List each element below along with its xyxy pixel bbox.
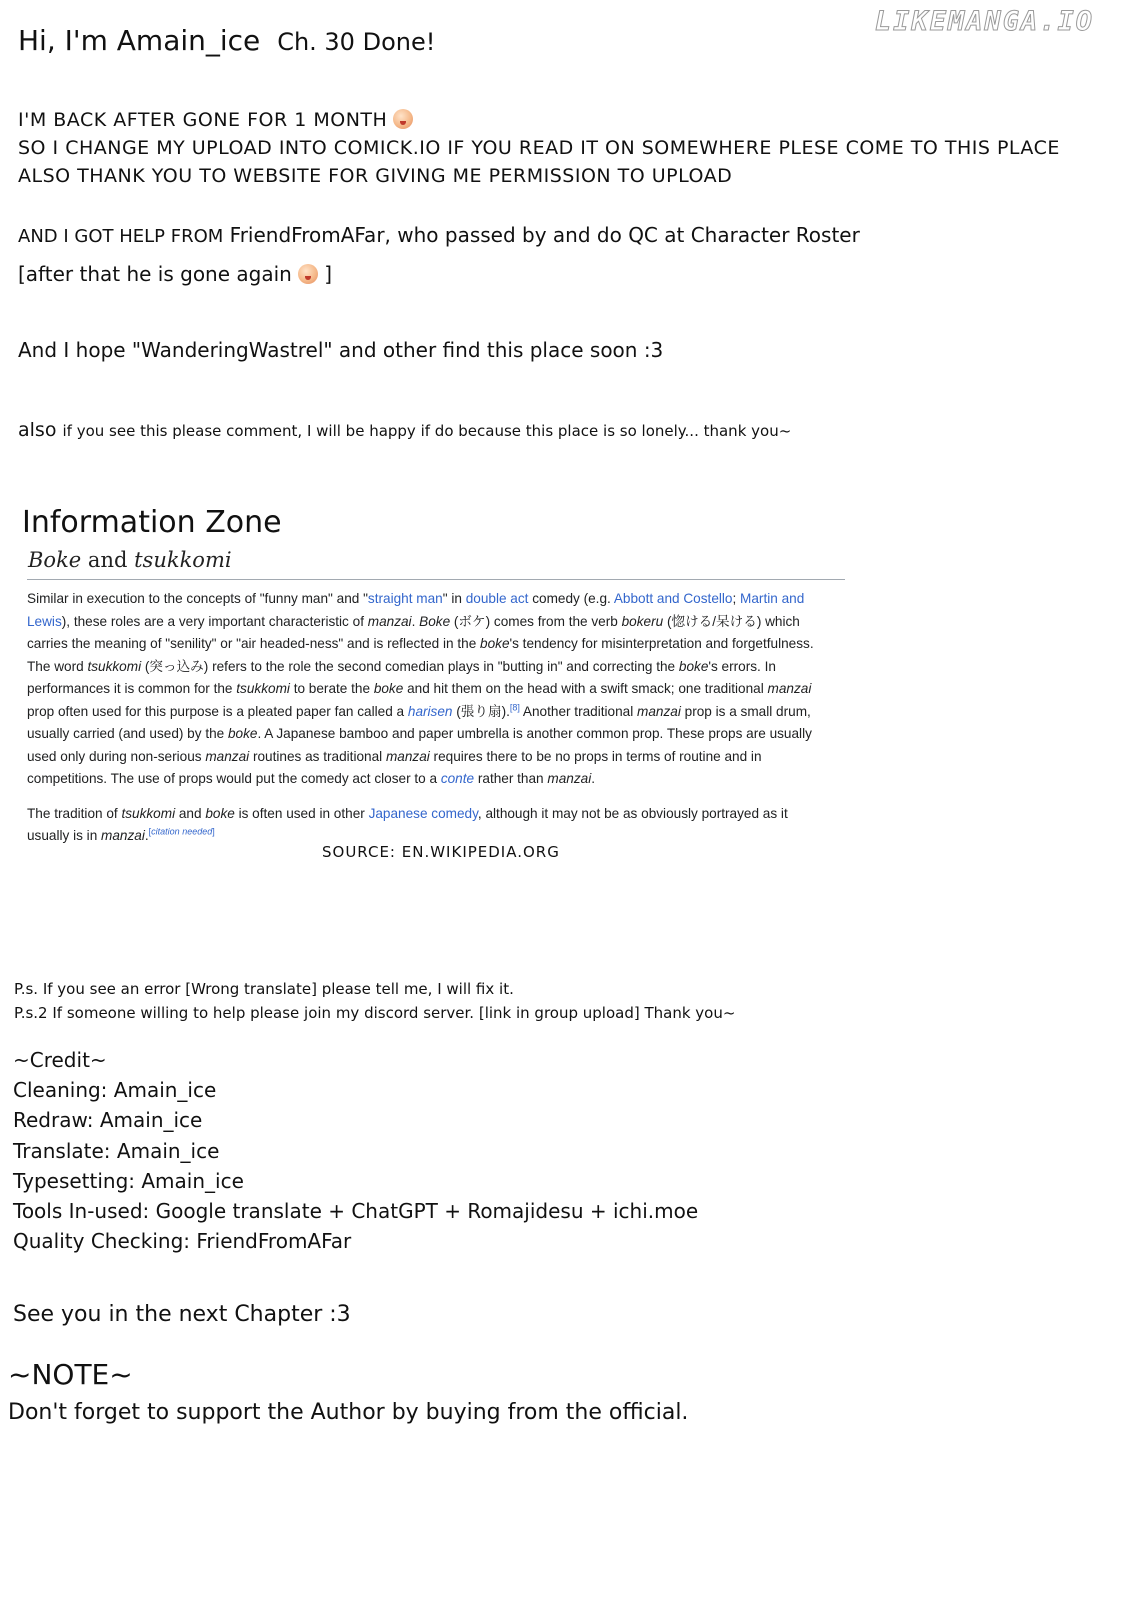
credit-item: Tools In-used: Google translate + ChatGPT + Romajidesu + ichi.moe <box>13 1199 699 1224</box>
credits-title: ~Credit~ <box>13 1048 107 1072</box>
blush-face-icon <box>393 109 413 129</box>
credit-item: Redraw: Amain_ice <box>13 1108 203 1133</box>
wiki-heading-boke: Boke <box>28 548 82 572</box>
ps-line-2: P.s.2 If someone willing to help please join my discord server. [link in group upload] Thank you~ <box>14 1004 736 1022</box>
help-line <box>18 223 860 247</box>
chapter-status: Ch. 30 Done! <box>277 28 436 56</box>
hope-line: And I hope "WanderingWastrel" and other find this place soon :3 <box>18 338 664 362</box>
credit-item: Translate: Amain_ice <box>13 1138 220 1163</box>
intro-line-1: I'M BACK AFTER GONE FOR 1 MONTH <box>18 109 388 131</box>
note-title: ~NOTE~ <box>8 1358 133 1391</box>
intro-line-3: ALSO THANK YOU TO WEBSITE FOR GIVING ME PERMISSION TO UPLOAD <box>18 165 733 187</box>
help-prefix: AND I GOT HELP FROM <box>18 226 224 247</box>
after-line <box>18 262 332 286</box>
intro-block <box>18 106 1060 190</box>
wiki-excerpt-image: Similar in execution to the concepts of "funny man" and "straight man" in double act comedy (e.g. Abbott and Costello; Martin and Lewis), these roles are a very important characteristic of manzai. Boke (ボケ) comes from the verb bokeru (惚ける/呆ける) which carries the meaning of "senility" or "air headed-ness" and is reflected in the boke's tendency for misinterpretation and forgetfulness. The word tsukkomi (突っ込み) refers to the role the second comedian plays in "butting in" and correcting the boke's errors. In performances it is common for the tsukkomi to berate the boke and hit them on the head with a swift smack; one traditional manzai prop often used for this purpose is a pleated paper fan called a harisen (張り扇).[8] Another traditional manzai prop is a small drum, usually carried (and used) by the boke. A Japanese bamboo and paper umbrella is another common prop. These props are usually used only during non-serious manzai routines as traditional manzai requires there to be no props in terms of routine and in competitions. The use of props would put the comedy act closer to a conte rather than manzai. The tradition of tsukkomi and boke is often used in other Japanese comedy, although it may not be as obviously portrayed as it usually is in manzai.[citation needed] <box>27 591 814 843</box>
credit-item: Cleaning: Amain_ice <box>13 1078 217 1103</box>
also-rest: if you see this please comment, I will be happy if do because this place is so lonely... thank you~ <box>62 422 792 440</box>
intro-line-2: SO I CHANGE MY UPLOAD INTO COMICK.IO IF YOU READ IT ON SOMEWHERE PLESE COME TO THIS PLACE <box>18 137 1060 159</box>
wiki-divider <box>27 579 845 580</box>
note-text: Don't forget to support the Author by buying from the official. <box>8 1400 689 1425</box>
crying-face-icon <box>298 264 318 284</box>
wiki-heading <box>28 548 232 572</box>
credit-item: Typesetting: Amain_ice <box>13 1168 244 1193</box>
after-close: ] <box>324 262 332 286</box>
after-text: [after that he is gone again <box>18 262 292 286</box>
wiki-heading-and: and <box>87 548 128 572</box>
also-word: also <box>18 419 57 441</box>
closing-line: See you in the next Chapter :3 <box>13 1302 351 1327</box>
help-rest: FriendFromAFar, who passed by and do QC at Character Roster <box>229 223 860 247</box>
watermark: LIKEMANGA.IO <box>874 6 1094 37</box>
greeting-heading <box>18 24 435 57</box>
also-line <box>18 419 791 441</box>
ps-line-1: P.s. If you see an error [Wrong translate] please tell me, I will fix it. <box>14 980 514 998</box>
wiki-heading-tsukkomi: tsukkomi <box>134 548 232 572</box>
credit-item: Quality Checking: FriendFromAFar <box>13 1229 352 1254</box>
greeting: Hi, I'm Amain_ice <box>18 24 261 57</box>
credits-block <box>13 1045 698 1256</box>
postscript-block <box>14 977 735 1025</box>
information-zone-title: Information Zone <box>22 505 282 540</box>
source-credit: SOURCE: EN.WIKIPEDIA.ORG <box>322 843 560 861</box>
